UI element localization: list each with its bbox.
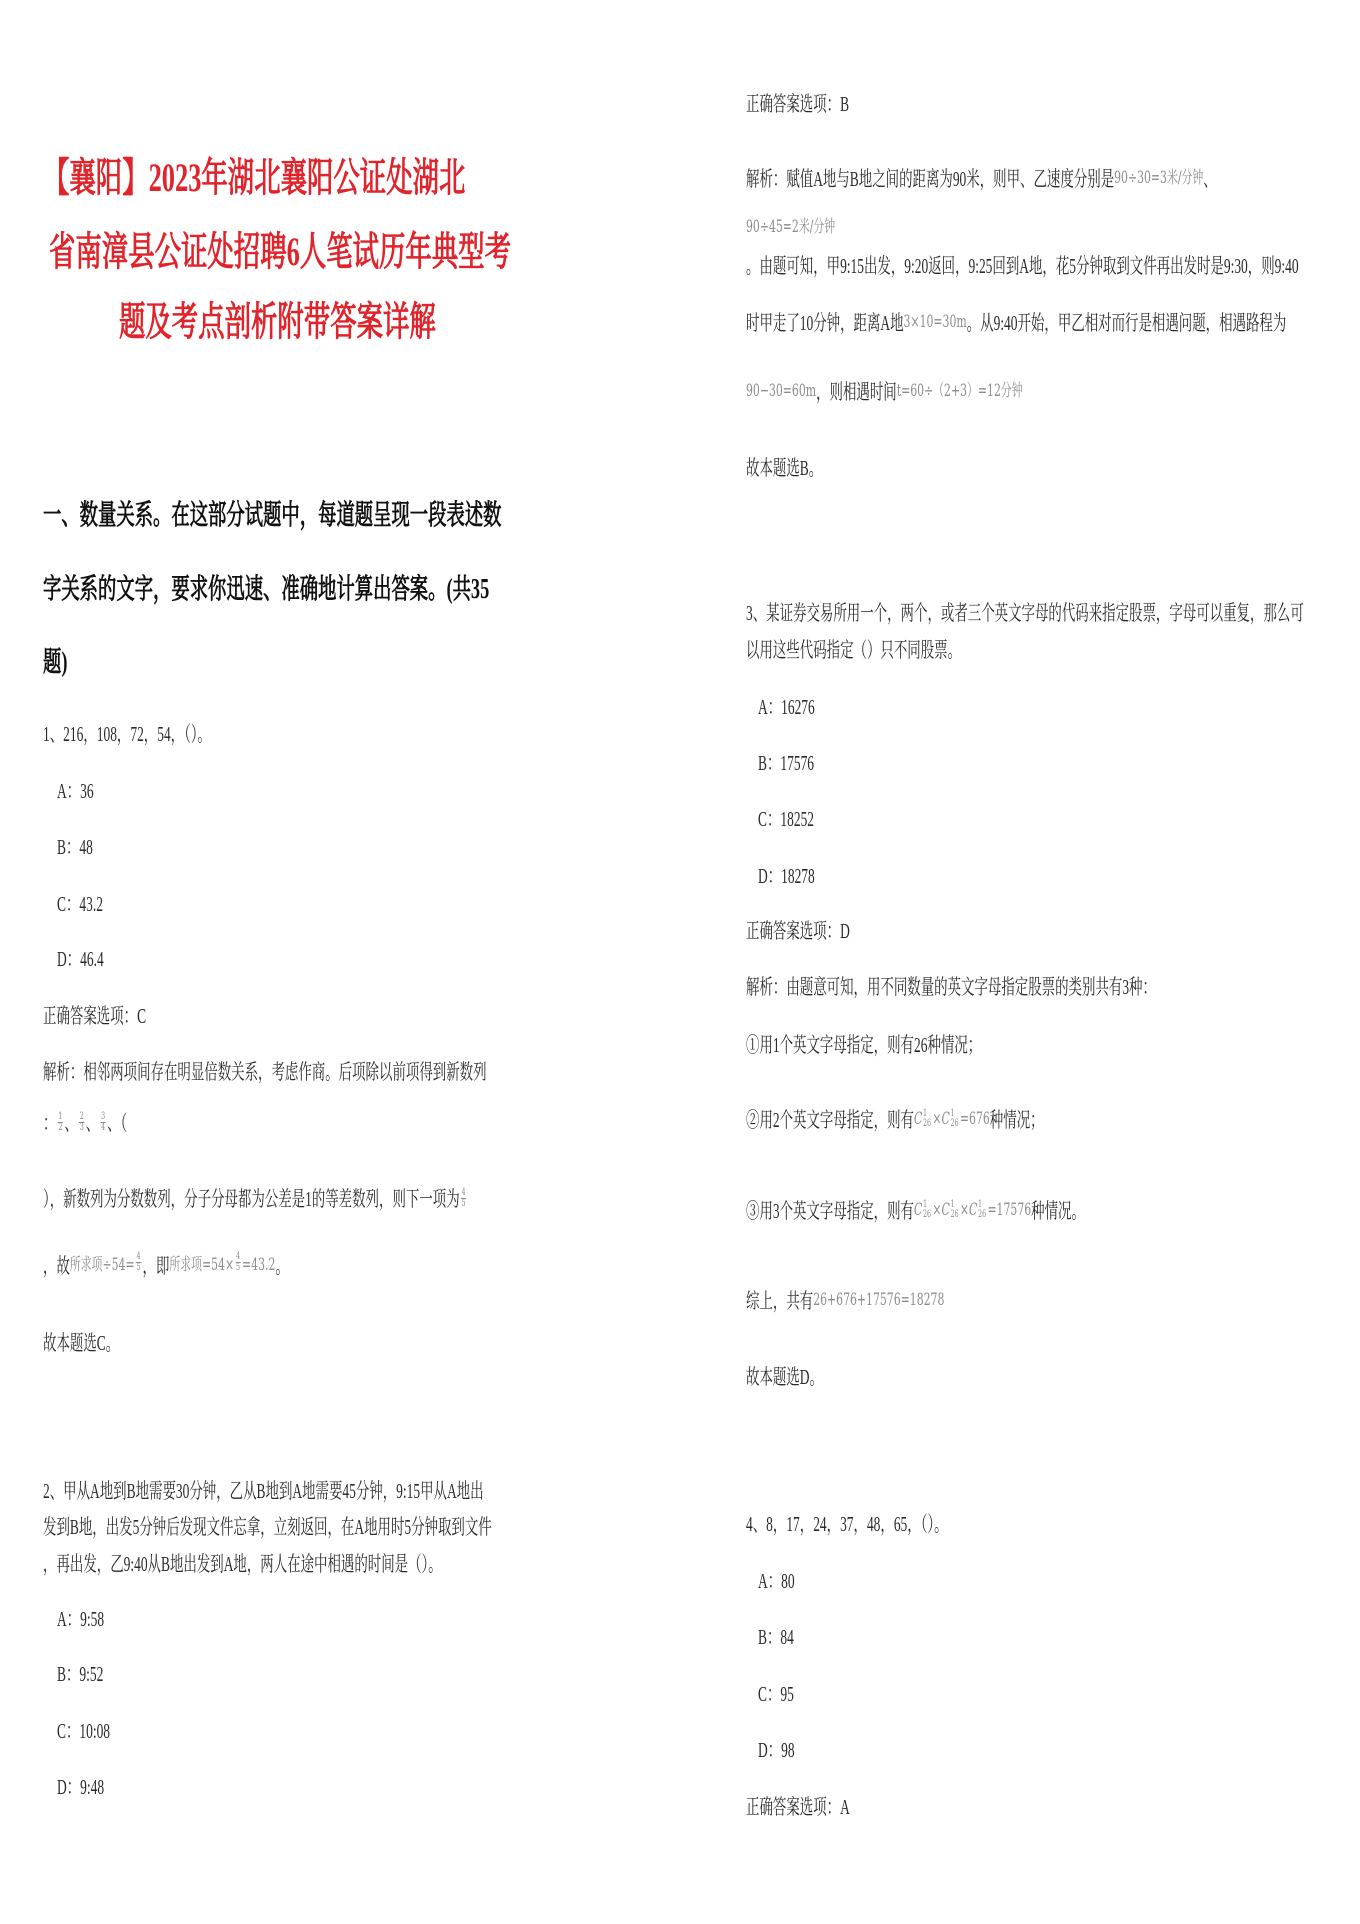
option-d: D：18278 bbox=[758, 864, 815, 888]
option-b: B：48 bbox=[57, 835, 93, 859]
fraction bbox=[235, 1252, 240, 1273]
combination-superscript: 1 bbox=[950, 1199, 955, 1210]
combination-base: C bbox=[969, 1200, 978, 1220]
text-run: ，则相遇时间 bbox=[816, 380, 897, 404]
combination-base: C bbox=[914, 1200, 923, 1220]
option-c: C：10:08 bbox=[57, 1719, 111, 1743]
text-run: ，故 bbox=[43, 1254, 70, 1278]
text-run: 种情况。 bbox=[1031, 1199, 1085, 1223]
text-run: 26+676+17576=18278 bbox=[813, 1290, 945, 1310]
option-c: C：43.2 bbox=[57, 892, 103, 916]
section-heading-line: 字关系的文字，要求你迅速、准确地计算出答案。(共35 bbox=[43, 574, 490, 605]
document-title-line: 【襄阳】2023年湖北襄阳公证处湖北 bbox=[43, 155, 466, 200]
text-run: 90÷30=3米/分钟 bbox=[1114, 168, 1204, 188]
text-run: ），新数列为分数数列，分子分母都为公差是1的等差数列，则下一项为 bbox=[43, 1187, 460, 1211]
section-heading-line: 一、数量关系。在这部分试题中，每道题呈现一段表述数 bbox=[43, 500, 502, 531]
option-d: D：98 bbox=[758, 1738, 795, 1762]
explanation-line bbox=[746, 1108, 1044, 1134]
fraction-denominator: 5 bbox=[461, 1197, 466, 1209]
combination-base: C bbox=[941, 1200, 950, 1220]
math-expression bbox=[69, 1251, 143, 1275]
text-run: 综上，共有 bbox=[746, 1289, 814, 1313]
combination-superscript: 1 bbox=[922, 1108, 928, 1119]
combination-symbol bbox=[942, 1198, 960, 1222]
explanation-conclusion bbox=[746, 1365, 823, 1389]
text-run: =17576 bbox=[987, 1200, 1032, 1220]
combination-indices bbox=[950, 1109, 958, 1129]
explanation-line bbox=[746, 975, 1156, 999]
text-run: ①用1个英文字母指定，则有26种情况； bbox=[746, 1033, 982, 1057]
option-c: C：95 bbox=[758, 1682, 794, 1706]
text-run: 时甲走了10分钟，距离A地 bbox=[746, 311, 904, 335]
math-expression bbox=[813, 1290, 944, 1310]
text-run: ，即 bbox=[142, 1254, 170, 1278]
option-d: D：46.4 bbox=[57, 947, 104, 971]
text-run: =676 bbox=[959, 1109, 990, 1129]
combination-symbol bbox=[969, 1198, 987, 1222]
explanation-line bbox=[746, 167, 1217, 193]
math-expression bbox=[904, 312, 967, 332]
explanation-conclusion bbox=[746, 456, 822, 480]
text-run: 所求项÷54= bbox=[69, 1255, 135, 1275]
question-stem-line: 发到B地，出发5分钟后发现文件忘拿，立刻返回，在A地用时5分钟取到文件 bbox=[43, 1515, 492, 1539]
combination-subscript: 26 bbox=[978, 1209, 987, 1220]
text-run: t=60÷（2+3）=12分钟 bbox=[896, 381, 1023, 401]
explanation-line bbox=[746, 1199, 1085, 1225]
text-run: 90−30=60m bbox=[746, 381, 817, 401]
combination-indices bbox=[923, 1200, 931, 1220]
correct-answer: 正确答案选项：B bbox=[746, 92, 850, 116]
fraction-numerator: 4 bbox=[236, 1251, 241, 1262]
question-stem-line: 2、甲从A地到B地需要30分钟，乙从B地到A地需要45分钟，9:15甲从A地出 bbox=[43, 1479, 484, 1503]
combination-subscript: 26 bbox=[950, 1209, 959, 1220]
fraction-numerator: 1 bbox=[58, 1110, 63, 1122]
text-run: 。从9:40开始，甲乙相对而行是相遇问题，相遇路程为 bbox=[966, 311, 1287, 335]
math-expression bbox=[746, 217, 835, 237]
fraction bbox=[58, 1112, 63, 1133]
text-run: 。由题可知，甲9:15出发，9:20返回，9:25回到A地，花5分钟取到文件再出发时是9:30，则9:40 bbox=[746, 254, 1299, 278]
question-stem: 4、8，17，24，37，48，65，（）。 bbox=[746, 1512, 948, 1536]
fraction-denominator: 5 bbox=[136, 1262, 141, 1273]
explanation-line bbox=[746, 1033, 981, 1057]
fraction bbox=[136, 1252, 141, 1273]
text-run: 3×10=30m bbox=[903, 312, 967, 332]
text-run: 、 bbox=[64, 1111, 78, 1135]
fraction-denominator: 3 bbox=[79, 1121, 84, 1133]
text-run: × bbox=[959, 1200, 970, 1220]
text-run: 、 bbox=[85, 1111, 100, 1135]
option-b: B：17576 bbox=[758, 751, 815, 775]
fraction-numerator: 3 bbox=[101, 1110, 106, 1122]
text-run: 种情况； bbox=[989, 1108, 1044, 1132]
text-run: 所求项=54× bbox=[169, 1255, 235, 1275]
text-run: 故本题选C。 bbox=[43, 1331, 120, 1355]
question-stem-line: 以用这些代码指定（）只不同股票。 bbox=[746, 638, 962, 662]
explanation-line bbox=[43, 1251, 289, 1280]
text-run: 解析：赋值A地与B地之间的距离为90米，则甲、乙速度分别是 bbox=[746, 167, 1115, 191]
fraction bbox=[461, 1188, 466, 1209]
fraction-numerator: 2 bbox=[79, 1110, 84, 1122]
explanation-line bbox=[43, 1111, 127, 1136]
text-run: 90÷45=2米/分钟 bbox=[746, 217, 836, 237]
combination-subscript: 26 bbox=[950, 1118, 959, 1129]
option-d: D：9:48 bbox=[57, 1775, 105, 1799]
fraction-denominator: 5 bbox=[236, 1262, 241, 1273]
combination-base: C bbox=[914, 1109, 923, 1129]
option-c: C：18252 bbox=[758, 807, 815, 831]
explanation-line bbox=[43, 1060, 487, 1084]
fraction-denominator: 2 bbox=[58, 1121, 63, 1133]
combination-indices bbox=[950, 1200, 958, 1220]
question-stem-line: 3、某证券交易所用一个，两个，或者三个英文字母的代码来指定股票，字母可以重复，那么可 bbox=[746, 601, 1304, 625]
text-run: =43.2 bbox=[242, 1255, 276, 1275]
document-title-line: 省南漳县公证处招聘6人笔试历年典型考 bbox=[49, 229, 512, 274]
option-a: A：36 bbox=[57, 779, 94, 803]
correct-answer: 正确答案选项：A bbox=[746, 1795, 850, 1819]
combination-superscript: 1 bbox=[922, 1199, 928, 1210]
combination-base: C bbox=[941, 1109, 950, 1129]
option-b: B：84 bbox=[758, 1625, 794, 1649]
fraction bbox=[100, 1112, 105, 1133]
text-run: 、（ bbox=[107, 1111, 128, 1135]
text-run: 故本题选B。 bbox=[746, 456, 823, 480]
combination-subscript: 26 bbox=[922, 1209, 932, 1220]
fraction-numerator: 4 bbox=[136, 1251, 141, 1262]
math-expression bbox=[914, 1109, 990, 1129]
combination-symbol bbox=[914, 1107, 932, 1131]
explanation-conclusion bbox=[43, 1331, 119, 1355]
document-title-line: 题及考点剖析附带答案详解 bbox=[119, 299, 436, 344]
text-run: × bbox=[932, 1109, 942, 1129]
combination-symbol bbox=[914, 1198, 932, 1222]
combination-indices bbox=[978, 1200, 986, 1220]
math-expression bbox=[914, 1200, 1031, 1220]
fraction bbox=[79, 1112, 84, 1133]
combination-subscript: 26 bbox=[922, 1118, 932, 1129]
explanation-line bbox=[746, 254, 1299, 278]
combination-superscript: 1 bbox=[950, 1108, 955, 1119]
math-expression bbox=[169, 1251, 276, 1275]
fraction-numerator: 4 bbox=[461, 1186, 466, 1198]
option-a: A：9:58 bbox=[57, 1607, 105, 1631]
text-run: × bbox=[932, 1200, 942, 1220]
text-run: ： bbox=[43, 1111, 57, 1135]
text-run: 。 bbox=[275, 1254, 289, 1278]
explanation-line bbox=[746, 1289, 944, 1315]
question-stem: 1、216，108，72，54，（）。 bbox=[43, 722, 211, 746]
combination-symbol bbox=[942, 1107, 960, 1131]
text-run: 解析：相邻两项间存在明显倍数关系，考虑作商。后项除以前项得到新数列 bbox=[43, 1060, 487, 1084]
option-a: A：80 bbox=[758, 1569, 795, 1593]
fraction-denominator: 4 bbox=[101, 1121, 106, 1133]
math-expression bbox=[746, 381, 816, 401]
combination-superscript: 1 bbox=[978, 1199, 983, 1210]
explanation-line bbox=[746, 311, 1286, 337]
explanation-line bbox=[43, 1187, 468, 1212]
question-stem-line: ，再出发，乙9:40从B地出发到A地，两人在途中相遇的时间是（）。 bbox=[43, 1552, 442, 1576]
correct-answer: 正确答案选项：C bbox=[43, 1004, 147, 1028]
math-expression bbox=[1114, 168, 1203, 188]
explanation-line bbox=[746, 216, 835, 242]
combination-indices bbox=[923, 1109, 931, 1129]
correct-answer: 正确答案选项：D bbox=[746, 919, 850, 943]
text-run: 、 bbox=[1203, 167, 1217, 191]
math-expression bbox=[897, 381, 1023, 401]
text-run: ③用3个英文字母指定，则有 bbox=[746, 1199, 914, 1223]
text-run: ②用2个英文字母指定，则有 bbox=[746, 1108, 914, 1132]
text-run: 故本题选D。 bbox=[746, 1365, 823, 1389]
section-heading-line: 题) bbox=[43, 647, 68, 678]
text-run: 解析：由题意可知，用不同数量的英文字母指定股票的类别共有3种： bbox=[746, 975, 1156, 999]
option-a: A：16276 bbox=[758, 695, 815, 719]
option-b: B：9:52 bbox=[57, 1662, 104, 1686]
explanation-line bbox=[746, 380, 1023, 406]
